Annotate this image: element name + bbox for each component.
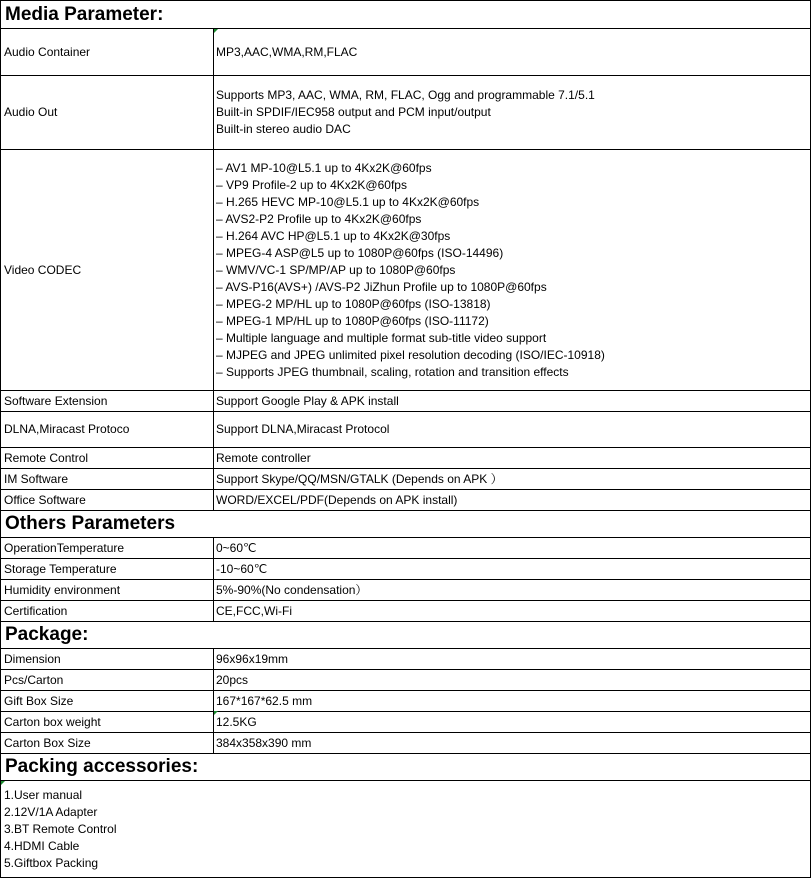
section-title-media: Media Parameter: xyxy=(1,1,811,29)
list-item: 1.User manual xyxy=(4,787,83,802)
table-row xyxy=(1,712,811,733)
table-row xyxy=(1,448,811,469)
codec-line: – Multiple language and multiple format sub-title video support xyxy=(216,330,547,345)
row-value: -10~60℃ xyxy=(214,559,811,580)
row-value xyxy=(214,29,811,76)
row-label: Storage Temperature xyxy=(1,559,214,580)
cell-marker-icon xyxy=(1,781,5,785)
row-value xyxy=(214,150,811,391)
codec-line: – MJPEG and JPEG unlimited pixel resolution decoding (ISO/IEC-10918) xyxy=(216,347,605,362)
table-row xyxy=(1,580,811,601)
row-label: Dimension xyxy=(1,649,214,670)
table-row xyxy=(1,538,811,559)
list-item: 2.12V/1A Adapter xyxy=(4,804,98,819)
codec-line: – MPEG-4 ASP@L5 up to 1080P@60fps (ISO-14496) xyxy=(216,245,504,260)
table-row xyxy=(1,733,811,754)
table-row xyxy=(1,391,811,412)
row-label: Audio Out xyxy=(1,76,214,150)
table-row xyxy=(1,412,811,448)
row-label: Pcs/Carton xyxy=(1,670,214,691)
list-item: 3.BT Remote Control xyxy=(4,821,117,836)
table-row xyxy=(1,469,811,490)
codec-line: – AV1 MP-10@L5.1 up to 4Kx2K@60fps xyxy=(216,160,432,175)
row-label: Carton Box Size xyxy=(1,733,214,754)
codec-line: – AVS2-P2 Profile up to 4Kx2K@60fps xyxy=(216,211,422,226)
section-title-others: Others Parameters xyxy=(1,511,811,538)
section-row-packing xyxy=(1,754,811,781)
row-label: Office Software xyxy=(1,490,214,511)
cell-marker-icon xyxy=(214,29,218,33)
row-value: 20pcs xyxy=(214,670,811,691)
value-line: Supports MP3, AAC, WMA, RM, FLAC, Ogg and programmable 7.1/5.1 xyxy=(216,88,595,102)
row-label: Software Extension xyxy=(1,391,214,412)
row-label: OperationTemperature xyxy=(1,538,214,559)
codec-line: – Supports JPEG thumbnail, scaling, rotation and transition effects xyxy=(216,364,569,379)
row-label: Audio Container xyxy=(1,29,214,76)
row-value xyxy=(214,391,811,412)
section-row-package xyxy=(1,622,811,649)
value-line: Support Skype/QQ/MSN/GTALK (Depends on APK ） xyxy=(216,471,503,486)
value-line: MP3,AAC,WMA,RM,FLAC xyxy=(216,44,358,59)
value-line: Support Google Play & APK install xyxy=(216,393,399,408)
row-label: IM Software xyxy=(1,469,214,490)
row-label: Remote Control xyxy=(1,448,214,469)
list-item: 4.HDMI Cable xyxy=(4,838,80,853)
row-value xyxy=(214,490,811,511)
value-line: WORD/EXCEL/PDF(Depends on APK install) xyxy=(216,492,458,507)
table-row xyxy=(1,150,811,391)
row-value xyxy=(214,448,811,469)
table-row xyxy=(1,691,811,712)
codec-line: – MPEG-1 MP/HL up to 1080P@60fps (ISO-11172) xyxy=(216,313,489,328)
codec-line: – H.264 AVC HP@L5.1 up to 4Kx2K@30fps xyxy=(216,228,451,243)
row-value xyxy=(214,76,811,150)
codec-line: – AVS-P16(AVS+) /AVS-P2 JiZhun Profile up to 1080P@60fps xyxy=(216,279,547,294)
accessories-list xyxy=(1,781,811,878)
value-line: Built-in SPDIF/IEC958 output and PCM input/output xyxy=(216,105,491,119)
codec-line: – H.265 HEVC MP-10@L5.1 up to 4Kx2K@60fps xyxy=(216,194,480,209)
codec-line: – VP9 Profile-2 up to 4Kx2K@60fps xyxy=(216,177,407,192)
row-value xyxy=(214,412,811,448)
row-value: 5%-90%(No condensation） xyxy=(214,580,811,601)
row-label: DLNA,Miracast Protoco xyxy=(1,412,214,448)
table-row xyxy=(1,490,811,511)
row-value: 96x96x19mm xyxy=(214,649,811,670)
row-value: 384x358x390 mm xyxy=(214,733,811,754)
row-label: Carton box weight xyxy=(1,712,214,733)
table-row xyxy=(1,559,811,580)
cell-marker-icon xyxy=(214,711,218,715)
row-value xyxy=(214,469,811,490)
row-label: Humidity environment xyxy=(1,580,214,601)
value-line: Remote controller xyxy=(216,450,311,465)
codec-line: – MPEG-2 MP/HL up to 1080P@60fps (ISO-13818) xyxy=(216,296,491,311)
value-line: Support DLNA,Miracast Protocol xyxy=(216,422,390,436)
row-label: Certification xyxy=(1,601,214,622)
table-row xyxy=(1,670,811,691)
row-value: 12.5KG xyxy=(214,712,811,733)
row-value: CE,FCC,Wi-Fi xyxy=(214,601,811,622)
section-title-packing: Packing accessories: xyxy=(1,754,811,781)
row-value: 167*167*62.5 mm xyxy=(214,691,811,712)
section-row-others xyxy=(1,511,811,538)
section-title-package: Package: xyxy=(1,622,811,649)
value-line: Built-in stereo audio DAC xyxy=(216,122,351,136)
codec-line: – WMV/VC-1 SP/MP/AP up to 1080P@60fps xyxy=(216,262,456,277)
row-label: Gift Box Size xyxy=(1,691,214,712)
accessories-row xyxy=(1,781,811,878)
list-item: 5.Giftbox Packing xyxy=(4,855,99,870)
table-row xyxy=(1,76,811,150)
table-row xyxy=(1,29,811,76)
section-row-media xyxy=(1,1,811,29)
row-value: 0~60℃ xyxy=(214,538,811,559)
row-label: Video CODEC xyxy=(1,150,214,391)
table-row xyxy=(1,649,811,670)
table-row xyxy=(1,601,811,622)
